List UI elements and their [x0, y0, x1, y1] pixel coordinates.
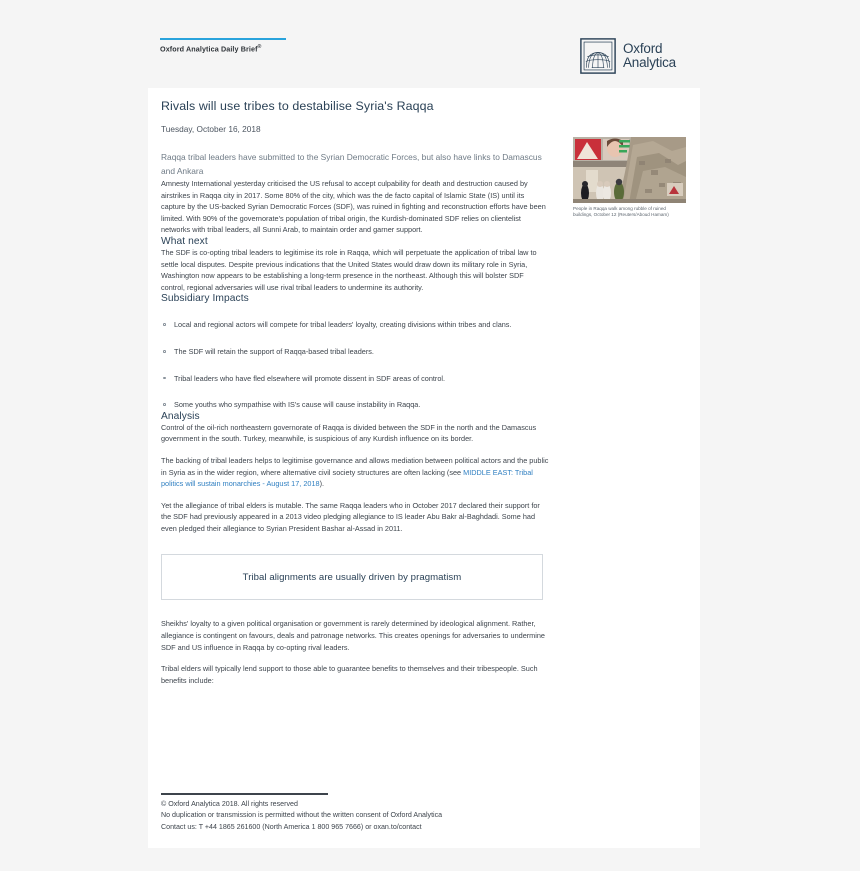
section-heading-what-next: What next [161, 235, 208, 247]
list-item: The SDF will retain the support of Raqqa-based tribal leaders. [161, 346, 549, 358]
registered-mark: ® [257, 44, 262, 50]
section-heading-subsidiary-impacts: Subsidiary Impacts [161, 293, 249, 305]
footer-contact: Contact us: T +44 1865 261600 (North America 1 800 965 7666) or oxan.to/contact [161, 822, 422, 831]
list-item: Local and regional actors will compete for tribal leaders' loyalty, creating divisions within tribes and clans. [161, 319, 549, 331]
logo-wordmark [623, 42, 676, 71]
figure-caption: People in Raqqa walk among rubble of ruined buildings, October 12 (Reuters/Aboud Hamam) [573, 206, 669, 218]
closing-paragraph-1: Sheikhs' loyalty to a given political organisation or government is rarely determined by ideological alignment. Rather, allegiance is contingent on favours, deals and patronage networks. This creates openings for adversaries to undermine SDF and US influence in Raqqa by co-opting rival leaders. [161, 619, 545, 652]
footer-rule [161, 793, 328, 795]
brand-accent-rule [160, 38, 286, 40]
oxford-analytica-logo[interactable] [580, 38, 676, 74]
raqqa-rubble-photo [573, 137, 686, 203]
analysis-p2-text-before-link: The backing of tribal leaders helps to legitimise governance and allows mediation between political actors and the public in Syria as in the wider region, where alternative civil society structures are often lacking (see [161, 455, 549, 477]
footer-terms: No duplication or transmission is permitted without the written consent of Oxford Analytica [161, 811, 443, 820]
section-heading-analysis: Analysis [161, 410, 200, 422]
article-body [161, 178, 549, 686]
analysis-p2-text-after-link: ). [319, 479, 325, 489]
publication-date: Tuesday, October 16, 2018 [161, 124, 261, 134]
analysis-paragraph-1: Control of the oil-rich northeastern governorate of Raqqa is divided between the SDF in the north and the Damascus government in the south. Turkey, meanwhile, is suspicious of any Kurdish influence on its border. [161, 422, 537, 444]
list-item: Some youths who sympathise with IS's cause will cause instability in Raqqa. [161, 399, 549, 411]
pullquote-text: Tribal alignments are usually driven by pragmatism [242, 571, 462, 583]
document-sheet [148, 88, 700, 848]
footer-copyright: © Oxford Analytica 2018. All rights reserved [161, 800, 298, 808]
pullquote-box [161, 554, 543, 600]
brand-title [160, 44, 261, 53]
standfirst: Raqqa tribal leaders have submitted to the Syrian Democratic Forces, but also have links to Damascus and Ankara [161, 152, 542, 176]
masthead [0, 0, 860, 88]
analysis-paragraph-2 [161, 455, 549, 490]
photo-illustration [573, 137, 686, 203]
cross-reference-link[interactable]: MIDDLE EAST: Tribal politics will sustain monarchies - August 17, 2018 [161, 467, 533, 489]
article-figure [573, 137, 686, 219]
footer [161, 799, 591, 833]
list-item: Tribal leaders who have fled elsewhere will promote dissent in SDF areas of control. [161, 373, 549, 385]
document-content [161, 88, 686, 686]
what-next-paragraph: The SDF is co-opting tribal leaders to legitimise its role in Raqqa, which will perpetuate the application of tribal law to settle local disputes. Despite previous indications that the United States would draw down its military role in Syria, Washington now appears to be establishing a long-term presence in the northeast. Although this will bolster SDF control, regional adversaries will use rival tribal leaders to undermine its authority. [161, 247, 537, 292]
analysis-paragraph-3: Yet the allegiance of tribal elders is mutable. The same Raqqa leaders who in October 2017 declared their support for the SDF had previously appeared in a 2013 video pledging allegiance to IS leader Abu Bakr al-Baghdadi. Some had even pledged their allegiance to Syrian President Bashar al-Assad in 2011. [161, 500, 540, 533]
page-title: Rivals will use tribes to destabilise Syria's Raqqa [161, 99, 434, 113]
oxford-analytica-emblem-icon [580, 38, 616, 74]
logo-line-2: Analytica [623, 55, 676, 70]
lead-paragraph: Amnesty International yesterday criticised the US refusal to accept culpability for death and destruction caused by airstrikes in Raqqa city in 2017. Some 80% of the city, which was the de facto capital of Islamic State (IS) until its capture by the US-backed Syrian Democratic Forces (SDF), was ruined in fighting and reconstruction efforts have been limited. With 90% of the governorate's population of tribal origin, the Kurdish-dominated SDF relies on clientelist networks with tribal leaders, all Sunni Arab, to maintain order and garner support. [161, 179, 546, 235]
closing-paragraph-2: Tribal elders will typically lend support to those able to guarantee benefits to themselves and their tribespeople. Such benefits include: [161, 664, 538, 685]
brand-title-text: Oxford Analytica Daily Brief [160, 44, 258, 54]
subsidiary-impacts-list [161, 319, 549, 410]
logo-line-1: Oxford [623, 40, 663, 56]
